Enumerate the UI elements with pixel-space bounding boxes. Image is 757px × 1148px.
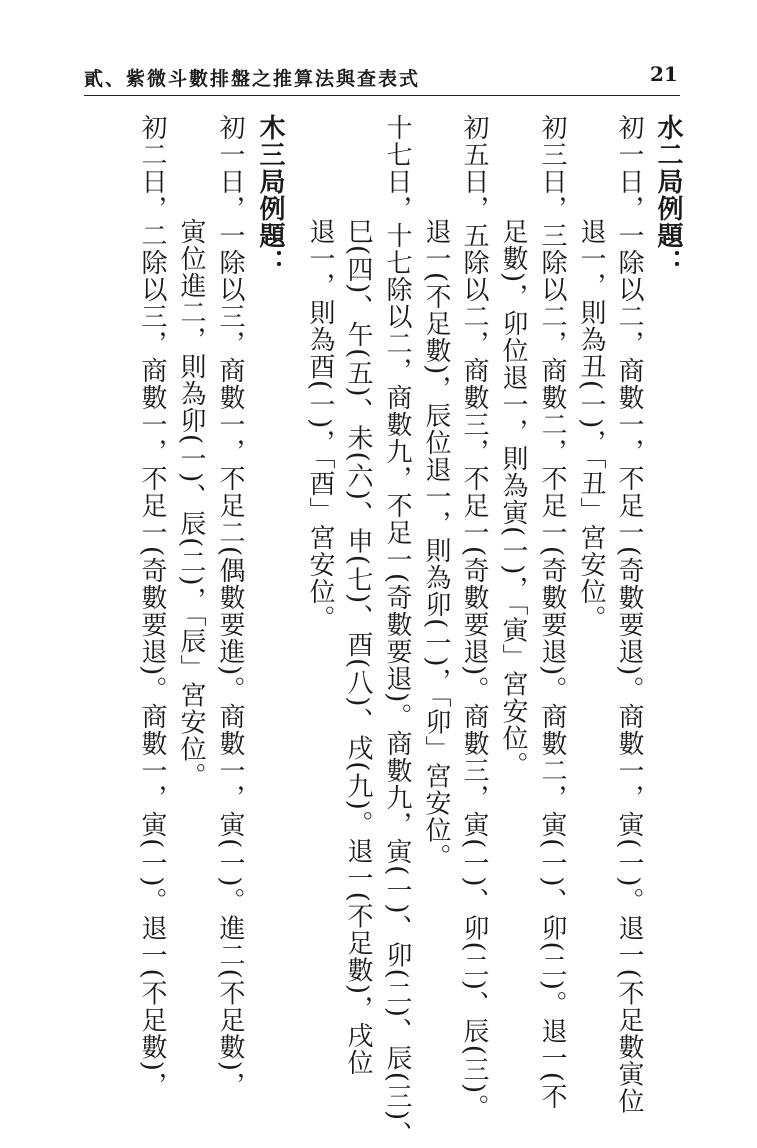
header-rule — [84, 95, 680, 96]
wood-heading: 木三局例題： — [255, 114, 285, 276]
text-column: 寅位進二，則為卯(一)、辰(二)，「辰」宮安位。 — [176, 218, 206, 790]
text-column: 退一(不足數)，辰位退一，則為卯(一)，「卯」宮安位。 — [421, 218, 451, 871]
text-column: 初二日，二除以三，商數一，不足一(奇數要退)。商數一，寅(一)。退一(不足數)， — [137, 114, 167, 1099]
text-column: 退一，則為酉(一)，「酉」宮安位。 — [305, 218, 335, 633]
text-column: 巳(四)、午(五)、未(六)、申(七)、酉(八)、戌(九)。退一(不足數)，戌位 — [343, 218, 373, 1077]
page-number: 21 — [650, 62, 678, 86]
text-column: 十七日，十七除以二，商數九，不足一(奇數要退)。商數九，寅(一)、卯(二)、辰(三)、 — [382, 114, 412, 1148]
page-header — [0, 0, 757, 100]
header-title: 貳、紫微斗數排盤之推算法與查表式 — [84, 68, 421, 90]
text-column: 退一，則為丑(一)，「丑」宮安位。 — [576, 218, 606, 633]
water-heading: 水二局例題： — [653, 114, 683, 276]
text-column: 初一日，一除以二，商數一，不足一(奇數要退)。商數一，寅(一)。退一(不足數寅位 — [614, 114, 644, 1115]
text-column: 初五日，五除以二，商數三，不足一(奇數要退)。商數三，寅(一)、卯(二)、辰(三)。 — [459, 114, 489, 1122]
text-column: 初一日，一除以三，商數一，不足二(偶數要進)。商數一，寅(一)。進二(不足數)， — [215, 114, 245, 1099]
text-column: 足數)，卯位退一，則為寅(一)，「寅」宮安位。 — [498, 218, 528, 779]
text-column: 初三日，三除以二，商數二，不足一(奇數要退)。商數二，寅(一)、卯(二)。退一(不 — [537, 114, 567, 1111]
